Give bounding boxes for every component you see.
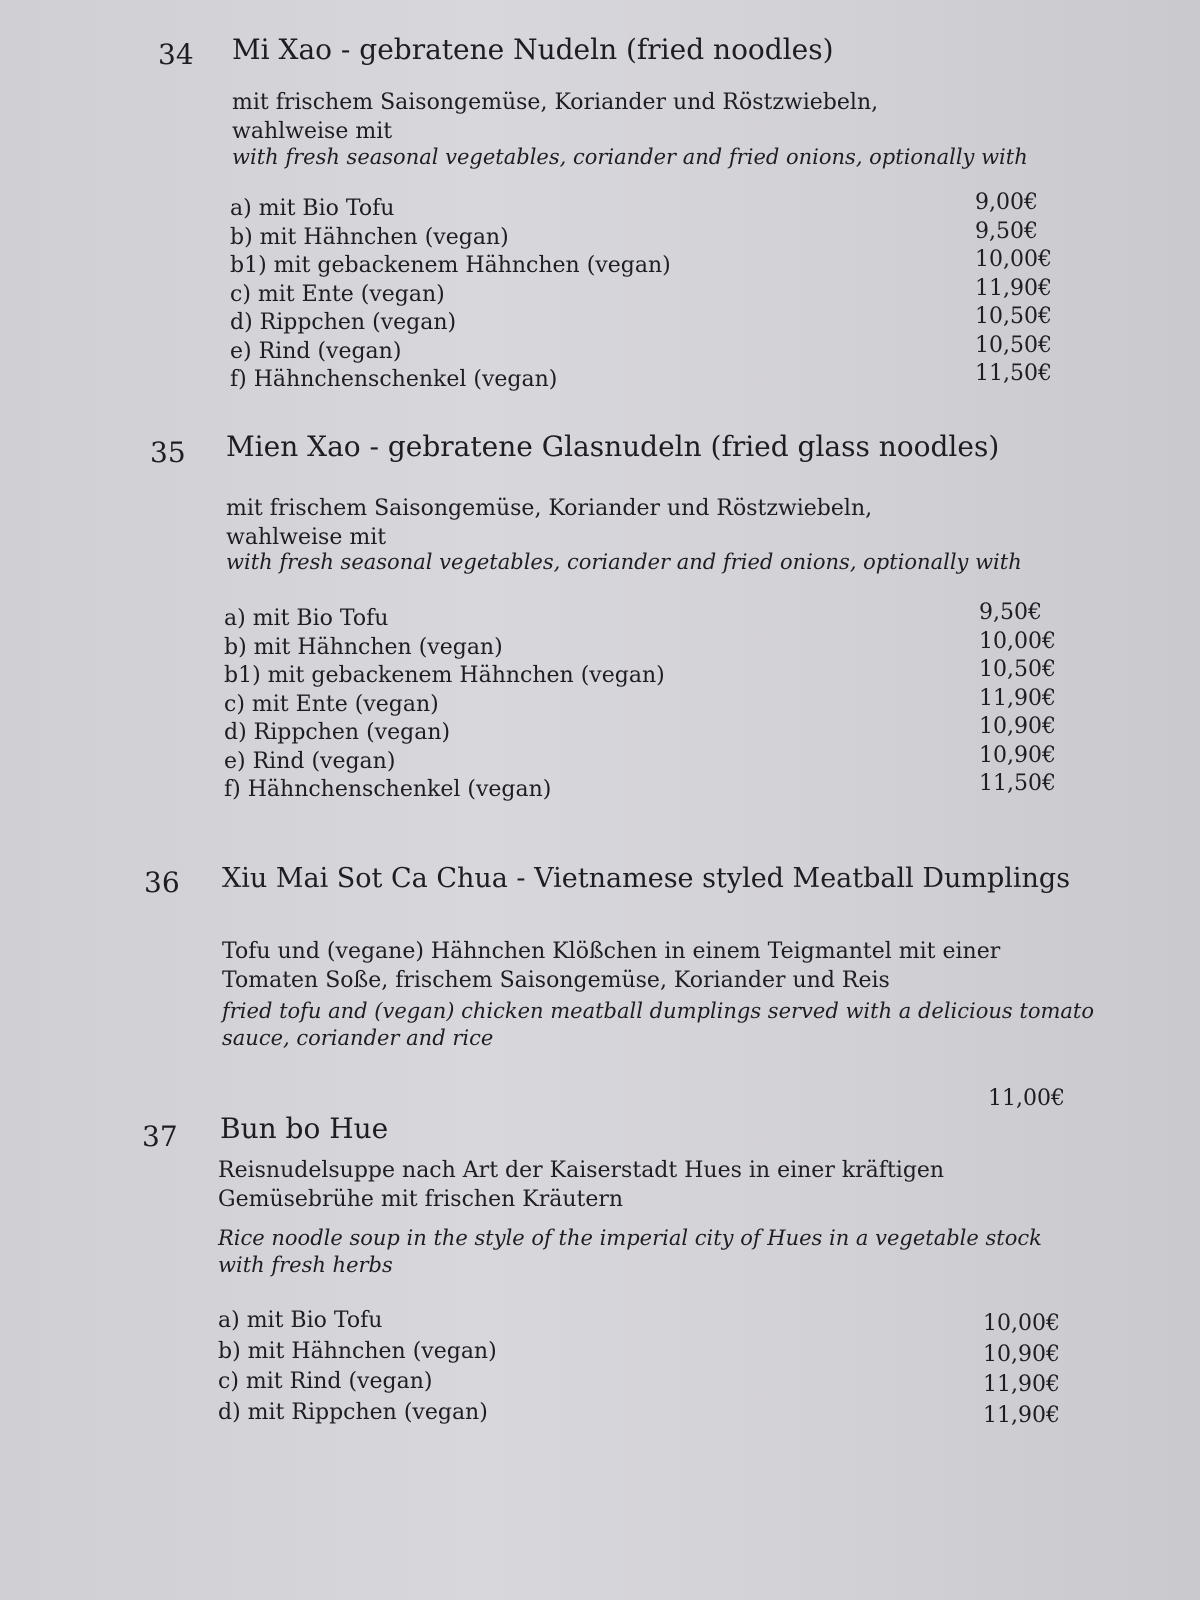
option-price: 10,00€ <box>979 628 1056 654</box>
option-row <box>230 361 1052 396</box>
description-line: Tofu und (vegane) Hähnchen Klößchen in einem Teigmantel mit einer <box>222 939 1001 964</box>
option-price: 11,90€ <box>975 275 1052 301</box>
option-list <box>224 600 1056 806</box>
description-line: sauce, coriander and rice <box>222 1026 494 1050</box>
option-label: a) mit Bio Tofu <box>230 196 395 221</box>
option-row <box>230 190 1050 225</box>
option-label: b1) mit gebackenem Hähnchen (vegan) <box>230 253 671 278</box>
description-line: Gemüsebrühe mit frischen Kräutern <box>218 1187 624 1212</box>
description-line: Rice noodle soup in the style of the imperial city of Hues in a vegetable stock <box>218 1226 1042 1250</box>
dish-description-en <box>226 549 1022 576</box>
dish-number: 37 <box>142 1120 178 1153</box>
option-row <box>224 771 1056 806</box>
option-label: d) Rippchen (vegan) <box>224 720 451 745</box>
dish-title: Mi Xao - gebratene Nudeln (fried noodles) <box>232 33 834 66</box>
dish-title: Bun bo Hue <box>220 1112 389 1145</box>
dish-description-de <box>222 937 1000 995</box>
dish-description-en <box>222 998 1094 1052</box>
option-label: f) Hähnchenschenkel (vegan) <box>230 367 558 392</box>
option-price: 11,50€ <box>979 771 1056 796</box>
option-label: c) mit Ente (vegan) <box>224 691 439 717</box>
description-line: Reisnudelsuppe nach Art der Kaiserstadt Hues in einer kräftigen <box>218 1158 945 1183</box>
option-list <box>218 1308 1068 1430</box>
option-label: b) mit Hähnchen (vegan) <box>218 1338 497 1364</box>
option-row <box>218 1400 1068 1431</box>
option-label: b) mit Hähnchen (vegan) <box>230 224 509 250</box>
option-price: 10,50€ <box>979 657 1056 682</box>
option-row <box>230 332 1052 368</box>
option-row <box>230 218 1050 254</box>
option-price: 9,50€ <box>979 600 1042 625</box>
dish-price: 11,00€ <box>988 1086 1065 1111</box>
option-price: 11,50€ <box>975 361 1052 386</box>
dish-number: 34 <box>158 38 194 71</box>
description-line: mit frischem Saisongemüse, Koriander und Röstzwiebeln, <box>232 90 879 115</box>
option-row <box>218 1339 1068 1370</box>
dish-description-en <box>218 1225 1042 1279</box>
option-price: 10,00€ <box>983 1311 1060 1336</box>
option-price: 9,00€ <box>975 190 1038 215</box>
description-line: fried tofu and (vegan) chicken meatball dumplings served with a delicious tomato <box>222 999 1094 1023</box>
option-row <box>224 742 1056 778</box>
option-row <box>224 657 1056 692</box>
dish-description-de <box>226 494 872 552</box>
option-row <box>230 304 1052 339</box>
option-label: e) Rind (vegan) <box>230 338 402 364</box>
option-price: 10,90€ <box>983 1341 1060 1367</box>
option-label: b) mit Hähnchen (vegan) <box>224 634 503 660</box>
option-row <box>218 1369 1068 1400</box>
option-row <box>224 600 1054 635</box>
option-row <box>218 1308 1068 1339</box>
option-price: 10,50€ <box>975 304 1052 329</box>
option-price: 10,90€ <box>979 742 1056 768</box>
option-price: 10,00€ <box>975 247 1052 272</box>
option-row <box>224 714 1056 749</box>
description-line: wahlweise mit <box>232 119 393 144</box>
description-line: wahlweise mit <box>226 525 387 550</box>
dish-description-de <box>218 1156 944 1214</box>
option-label: a) mit Bio Tofu <box>218 1308 383 1333</box>
option-label: c) mit Ente (vegan) <box>230 281 445 307</box>
dish-description-en <box>232 144 1028 171</box>
option-price: 10,90€ <box>979 714 1056 739</box>
description-line: Tomaten Soße, frischem Saisongemüse, Koriander und Reis <box>222 968 890 993</box>
description-line: with fresh seasonal vegetables, coriander and fried onions, optionally with <box>226 550 1022 574</box>
option-label: e) Rind (vegan) <box>224 748 396 774</box>
option-price: 11,90€ <box>983 1402 1060 1428</box>
option-price: 9,50€ <box>975 218 1038 244</box>
option-row <box>224 628 1056 664</box>
dish-description-de <box>232 88 878 146</box>
description-line: with fresh herbs <box>218 1253 393 1277</box>
option-label: f) Hähnchenschenkel (vegan) <box>224 777 552 802</box>
option-list <box>230 190 1052 396</box>
dish-number: 35 <box>150 436 186 469</box>
option-row <box>230 275 1052 311</box>
dish-title: Xiu Mai Sot Ca Chua - Vietnamese styled Meatball Dumplings <box>222 863 1071 894</box>
option-price: 10,50€ <box>975 332 1052 358</box>
option-price: 11,90€ <box>979 685 1056 711</box>
description-line: mit frischem Saisongemüse, Koriander und Röstzwiebeln, <box>226 496 873 521</box>
option-label: c) mit Rind (vegan) <box>218 1369 433 1394</box>
option-label: a) mit Bio Tofu <box>224 606 389 631</box>
dish-number: 36 <box>144 866 180 899</box>
option-label: b1) mit gebackenem Hähnchen (vegan) <box>224 663 665 688</box>
option-label: d) mit Rippchen (vegan) <box>218 1399 488 1425</box>
dish-title: Mien Xao - gebratene Glasnudeln (fried glass noodles) <box>226 430 1000 463</box>
description-line: with fresh seasonal vegetables, coriander and fried onions, optionally with <box>232 145 1028 169</box>
option-label: d) Rippchen (vegan) <box>230 310 457 335</box>
option-row <box>230 247 1052 282</box>
option-row <box>224 685 1056 721</box>
option-price: 11,90€ <box>983 1372 1060 1397</box>
